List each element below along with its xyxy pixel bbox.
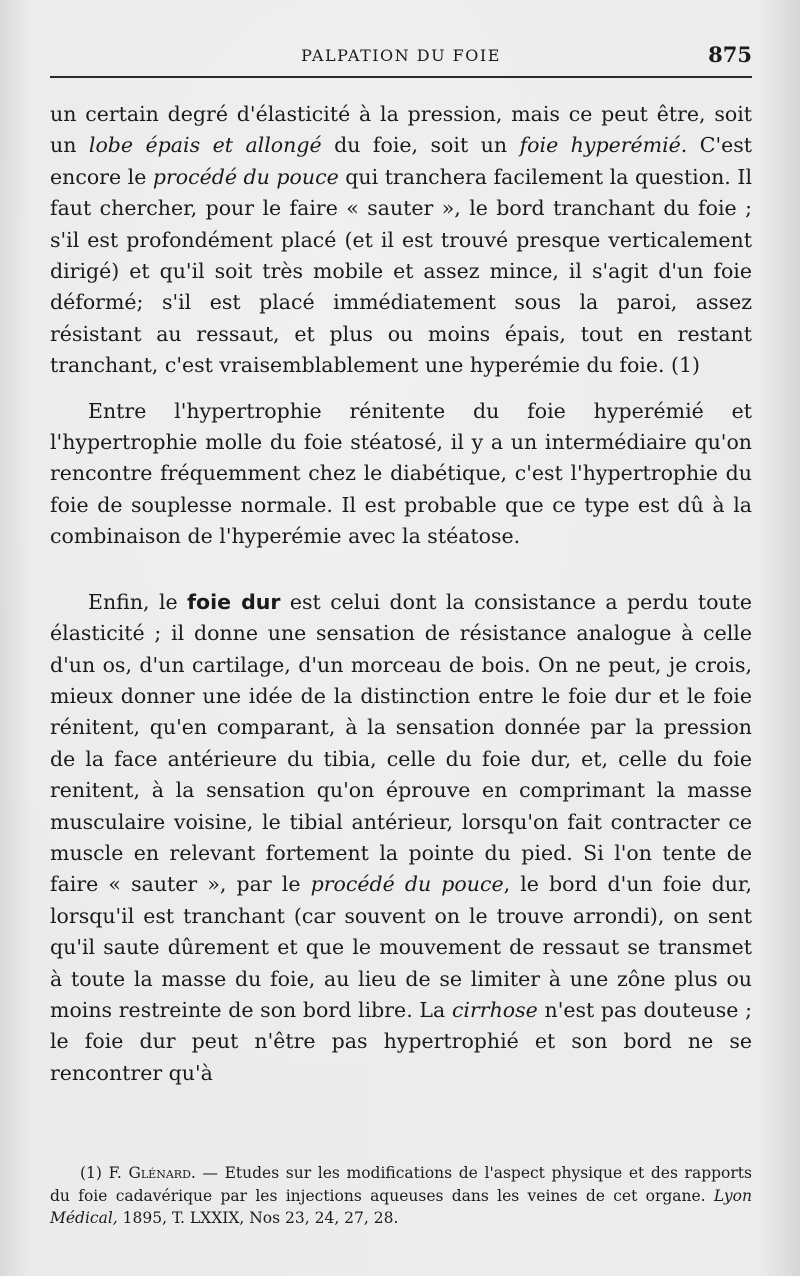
- page-header: [50, 38, 752, 74]
- footnote-journal: Lyon Médical,: [50, 1186, 752, 1227]
- paragraph-3-italic-procede: procédé du pouce: [310, 872, 504, 897]
- paragraph-3: [50, 587, 752, 1090]
- paragraph-1-text: C'est encore le: [50, 133, 753, 189]
- paragraph-3-text: est celui dont la consistance a perdu toute élasticité ; il donne une sensation de résistance analogue à celle d'un os, d'un cartilage, d'un morceau de bois. On ne peut, je crois, mieux donner une idée de la distinction entre le foie dur et le foie rénitent, qu'en comparant, à la sensation donnée par la pression de la face antérieure du tibia, celle du foie dur, et, celle du foie renitent, à la sensation qu'on éprouve en comprimant la masse musculaire voisine, le tibial antérieur, lorsqu'on fait contracter ce muscle en relevant fortement la pointe du pied. Si l'on tente de faire « sauter », par le: [50, 589, 752, 897]
- paragraph-3-text: Enfin, le: [88, 589, 188, 614]
- paragraph-1-italic-lobe: lobe épais et allongé: [88, 133, 322, 158]
- footnote-text: 1895, T. LXXIX, Nos 23, 24, 27, 28.: [117, 1209, 399, 1227]
- paragraph-1-italic-procede: procédé du pouce: [152, 164, 339, 189]
- header-rule: [50, 76, 752, 78]
- footnote: [50, 1162, 752, 1230]
- footnote-author: F. Glénard.: [108, 1164, 196, 1182]
- paragraph-1-italic-foie: foie hyperémié.: [519, 133, 688, 158]
- page-number: 875: [708, 42, 752, 67]
- paragraph-1-text: du foie, soit un: [321, 133, 520, 158]
- footnote-text: — Etudes sur les modifications de l'aspect physique et des rapports du foie cadavérique par les injections aqueuses dans les veines de cet organe.: [50, 1164, 752, 1205]
- running-head: PALPATION DU FOIE: [301, 46, 501, 65]
- paragraph-3-text: n'est pas douteuse ; le foie dur peut n'être pas hypertrophié et son bord ne se rencontrer qu'à: [50, 997, 752, 1085]
- body-text: [50, 99, 752, 1089]
- footnote-marker: (1): [80, 1164, 109, 1182]
- paragraph-3-italic-cirrhose: cirrhose: [451, 997, 538, 1022]
- paragraph-1-text: un certain degré d'élasticité à la pression, mais ce peut être, soit un: [50, 102, 752, 158]
- paragraph-3-bold-term: foie dur: [187, 589, 281, 614]
- footnote-1: [50, 1162, 752, 1230]
- paragraph-3-text: , le bord d'un foie dur, lorsqu'il est tranchant (car souvent on le trouve arrondi), on sent qu'il saute dûrement et que le mouvement de ressaut se transmet à toute la masse du foie, au lieu de se limiter à une zône plus ou moins restreinte de son bord libre. La: [50, 872, 752, 1022]
- paragraph-1: [50, 99, 752, 382]
- paragraph-1-text: qui tranchera facilement la question. Il faut chercher, pour le faire « sauter », le bord tranchant du foie ; s'il est profondément placé (et il est trouvé presque verticalement dirigé) et qu'il soit très mobile et assez mince, il s'agit d'un foie déformé; s'il est placé immédiatement sous la paroi, assez résistant au ressaut, et plus ou moins épais, tout en restant tranchant, c'est vraisemblablement une hyperémie du foie. (1): [50, 164, 752, 378]
- paragraph-2: Entre l'hypertrophie rénitente du foie hyperémié et l'hypertrophie molle du foie stéatosé, il y a un intermédiaire qu'on rencontre fréquemment chez le diabétique, c'est l'hypertrophie du foie de souplesse normale. Il est probable que ce type est dû à la combinaison de l'hyperémie avec la stéatose.: [50, 398, 752, 549]
